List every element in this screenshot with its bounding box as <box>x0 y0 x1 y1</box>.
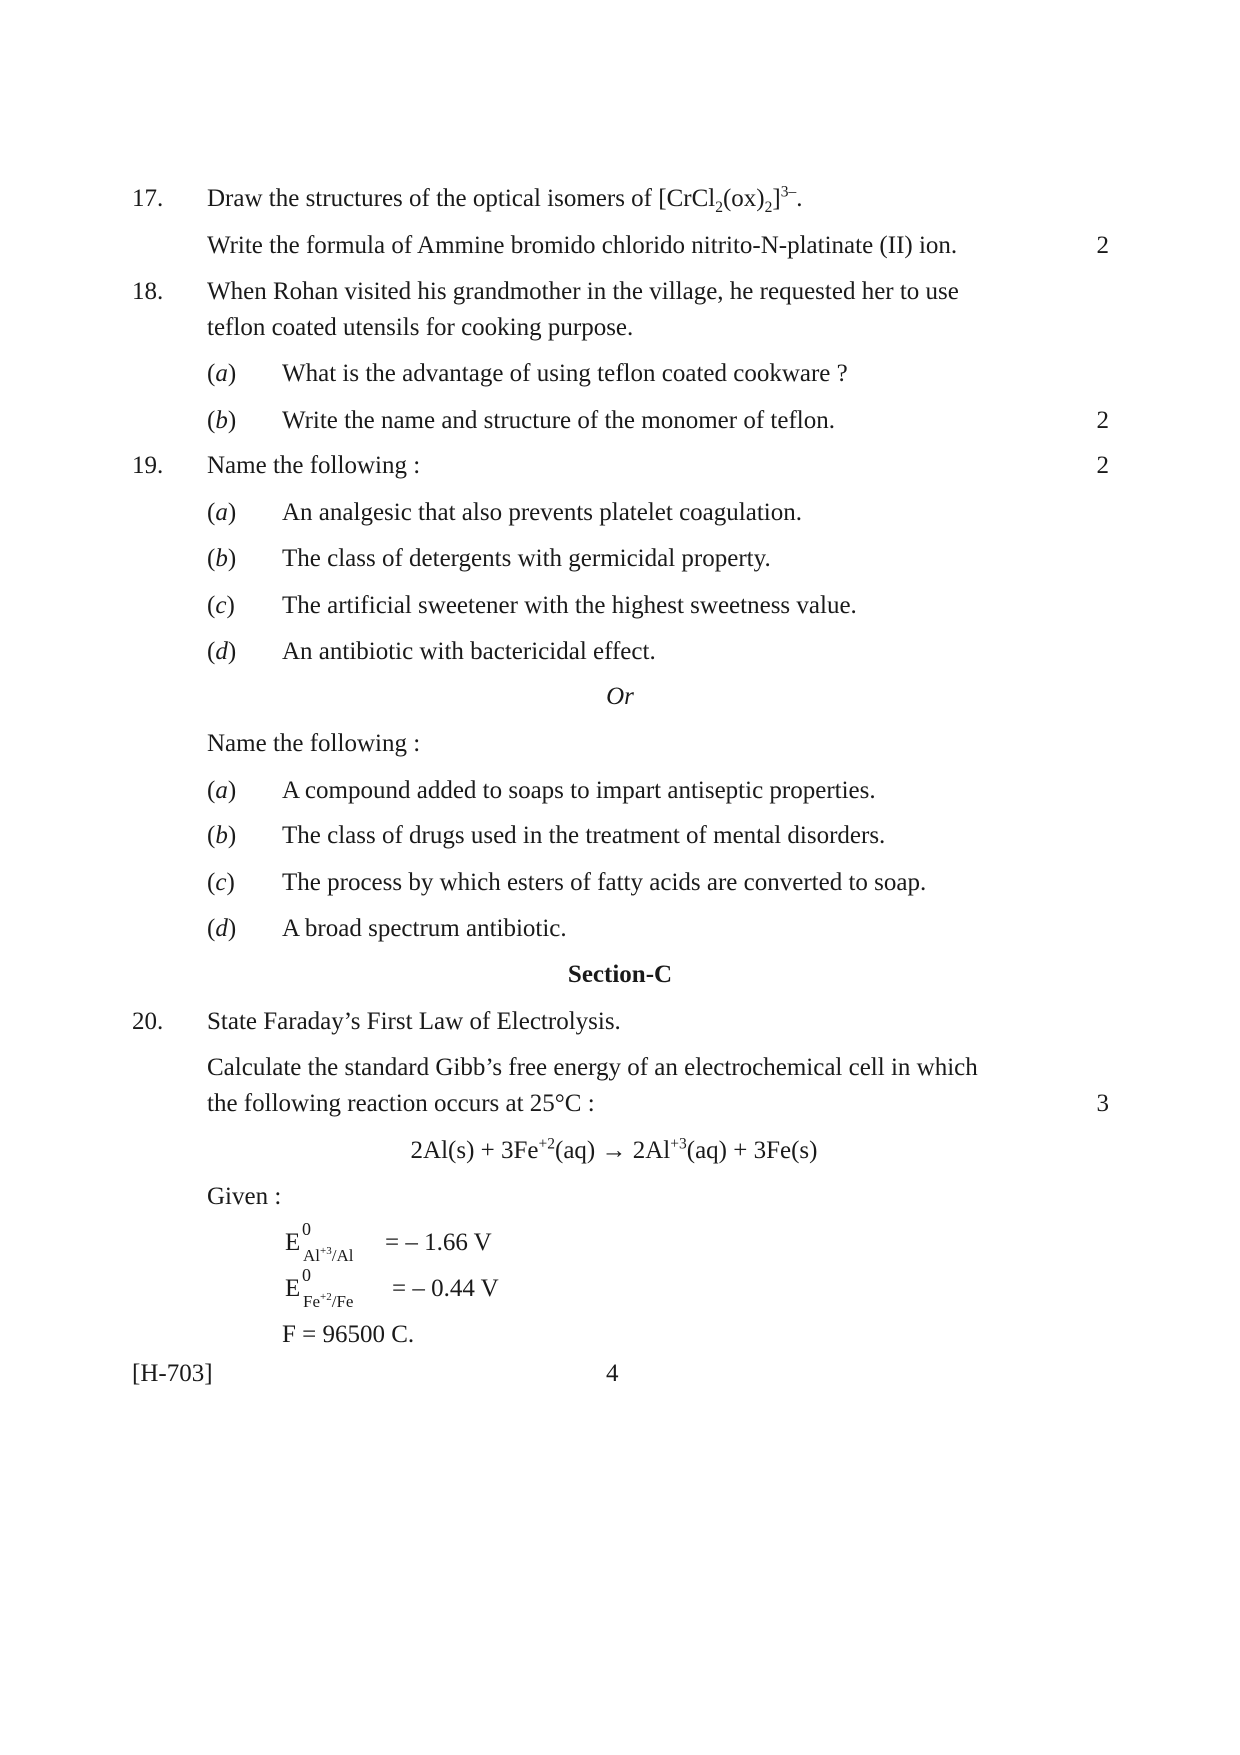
q18-a-label: (a) <box>207 360 237 387</box>
q19-item-label: (c) <box>207 592 235 619</box>
q19-item-label: (b) <box>207 545 237 572</box>
q20-marks: 3 <box>1096 1090 1109 1117</box>
q20-number: 20. <box>132 1008 164 1035</box>
q19-alt-item-label: (c) <box>207 869 235 896</box>
q17-line-1: Draw the structures of the optical isomers of $[CrCl_2(ox)_2]^{3-}$. <box>207 183 803 216</box>
q17-line-2: Write the formula of Ammine bromido chlorido nitrito-N-platinate (II) ion. <box>207 232 958 259</box>
page-number: 4 <box>606 1360 619 1387</box>
q18-b-text: Write the name and structure of the monomer of teflon. <box>282 407 835 434</box>
q19-alt-item-text: The process by which esters of fatty acids are converted to soap. <box>282 869 927 896</box>
q18-number: 18. <box>132 278 164 305</box>
faraday-constant: F = 96500 C. <box>282 1321 415 1348</box>
q18-b-label: (b) <box>207 407 237 434</box>
q19-item-text: The artificial sweetener with the highest sweetness value. <box>282 592 857 619</box>
q19-alt-item-label: (b) <box>207 822 237 849</box>
section-heading: Section-C <box>567 961 673 988</box>
q19-item-text: An analgesic that also prevents platelet coagulation. <box>282 499 802 526</box>
q19-item-text: An antibiotic with bactericidal effect. <box>282 638 656 665</box>
electrode-potential-fe: E 0 $Fe^{+2}/Fe$ <box>285 1265 354 1311</box>
q19-intro: Name the following : <box>207 452 421 479</box>
q19-marks: 2 <box>1096 452 1109 479</box>
given-label: Given : <box>207 1183 282 1210</box>
q18-a-text: What is the advantage of using teflon coated cookware ? <box>282 360 848 387</box>
q19-alt-intro: Name the following : <box>207 730 421 757</box>
q17-number: 17. <box>132 185 164 212</box>
electrode-value-al: = – 1.66 V <box>385 1229 492 1256</box>
q19-alt-item-label: (a) <box>207 777 237 804</box>
q20-line-3: the following reaction occurs at 25°C : <box>207 1090 595 1117</box>
q18-line-1: When Rohan visited his grandmother in the village, he requested her to use <box>207 278 959 305</box>
electrode-value-fe: = – 0.44 V <box>392 1275 499 1302</box>
q19-item-label: (d) <box>207 638 237 665</box>
q19-item-text: The class of detergents with germicidal property. <box>282 545 771 572</box>
q18-line-2: teflon coated utensils for cooking purpose. <box>207 314 634 341</box>
q19-item-label: (a) <box>207 499 237 526</box>
or-divider: Or <box>606 683 634 710</box>
electrode-potential-al: E 0 $Al^{+3}/Al$ <box>285 1219 354 1265</box>
q20-line-2: Calculate the standard Gibb’s free energy of an electrochemical cell in which <box>207 1054 978 1081</box>
q19-alt-item-label: (d) <box>207 915 237 942</box>
q18-marks: 2 <box>1096 407 1109 434</box>
q17-marks: 2 <box>1096 232 1109 259</box>
q19-number: 19. <box>132 452 164 479</box>
q20-line-1: State Faraday’s First Law of Electrolysis. <box>207 1008 621 1035</box>
q19-alt-item-text: A compound added to soaps to impart antiseptic properties. <box>282 777 876 804</box>
paper-code: [H-703] <box>132 1360 213 1387</box>
reaction-equation: $2Al(s) + 3Fe^{+2}(aq) \to 2Al^{+3}(aq) + 3Fe(s)$ <box>410 1135 818 1164</box>
q19-alt-item-text: The class of drugs used in the treatment of mental disorders. <box>282 822 886 849</box>
q19-alt-item-text: A broad spectrum antibiotic. <box>282 915 567 942</box>
